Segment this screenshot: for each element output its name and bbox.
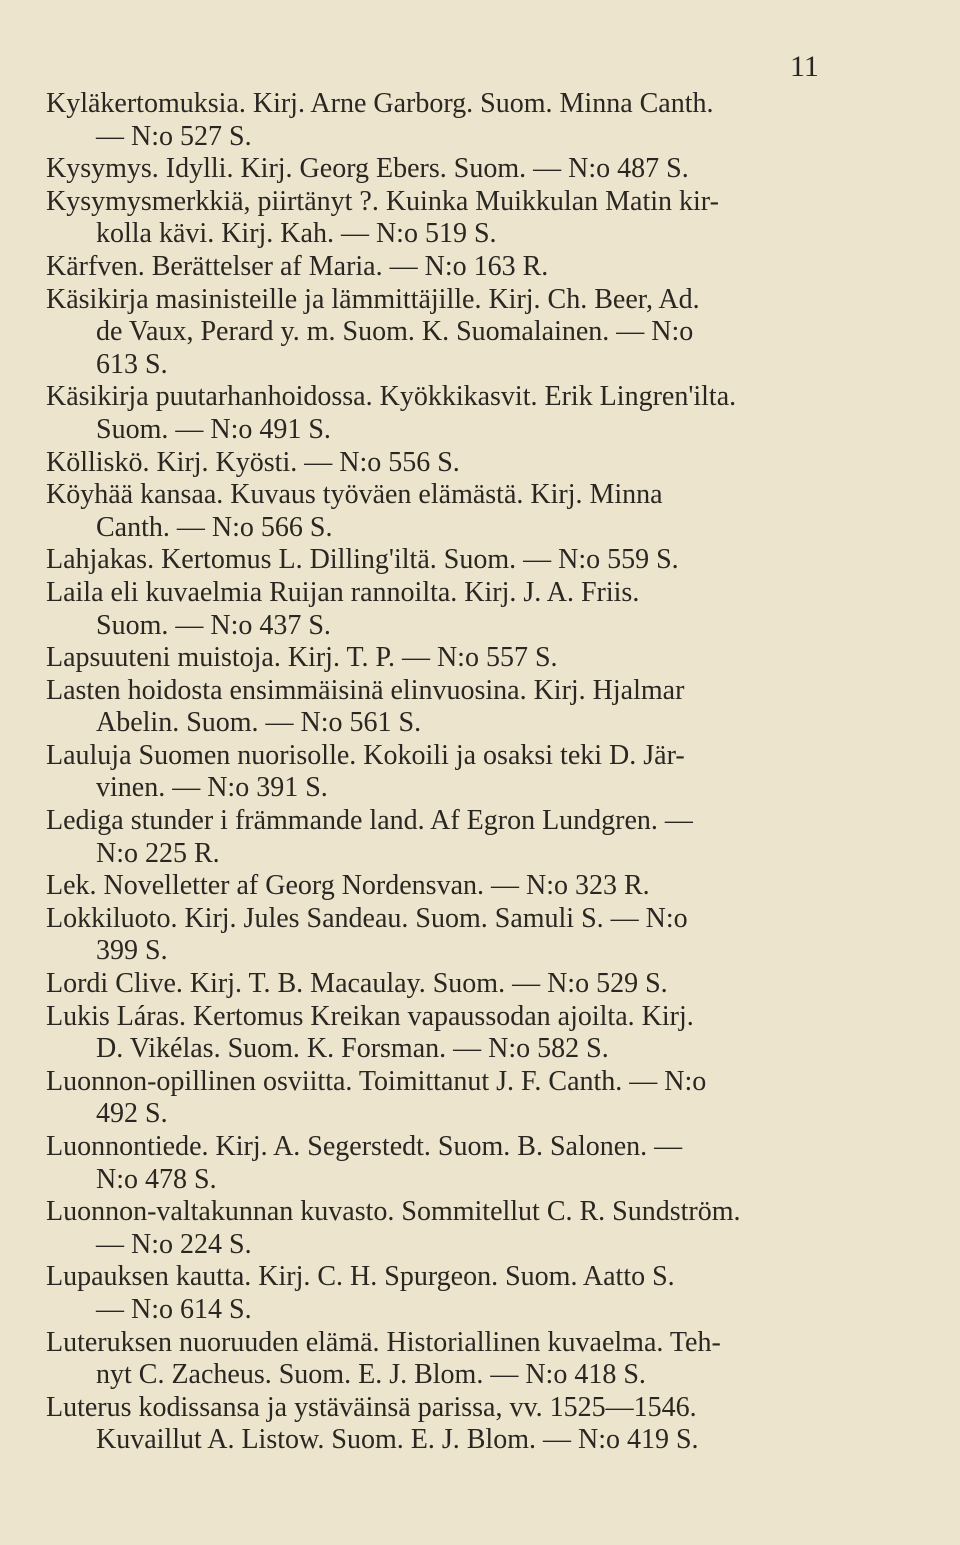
entry-continuation-line: N:o 225 R. [96,837,220,869]
entry-title-line: Lek. Novelletter af Georg Nordensvan. — N:o 323 R. [46,870,650,902]
entry-continuation-line: 399 S. [96,935,168,967]
catalog-entry [48,1196,868,1261]
catalog-entries [48,88,868,1457]
entry-title-line: Lapsuuteni muistoja. Kirj. T. P. — N:o 557 S. [46,642,558,674]
entry-title-line: Lediga stunder i främmande land. Af Egron Lundgren. — [46,805,693,837]
page-number: 11 [790,50,819,83]
entry-title-line: Luonnon-opillinen osviitta. Toimittanut J. F. Canth. — N:o [46,1065,707,1097]
entry-title-line: Lokkiluoto. Kirj. Jules Sandeau. Suom. Samuli S. — N:o [46,902,688,934]
catalog-entry [48,1261,868,1326]
catalog-entry [48,1392,868,1457]
catalog-entry [48,805,868,870]
catalog-entry [48,284,868,382]
entry-continuation-line: nyt C. Zacheus. Suom. E. J. Blom. — N:o 418 S. [96,1359,646,1391]
entry-title-line: Luterus kodissansa ja ystäväinsä parissa, vv. 1525—1546. [46,1391,697,1423]
entry-continuation-line: Kuvaillut A. Listow. Suom. E. J. Blom. — N:o 419 S. [96,1424,699,1456]
entry-title-line: Köyhää kansaa. Kuvaus työväen elämästä. Kirj. Minna [46,479,663,511]
entry-title-line: Luteruksen nuoruuden elämä. Historiallinen kuvaelma. Teh- [46,1326,721,1358]
entry-continuation-line: de Vaux, Perard y. m. Suom. K. Suomalainen. — N:o [96,316,694,348]
catalog-entry [48,88,868,153]
entry-continuation-line: 492 S. [96,1098,168,1130]
catalog-entry [48,479,868,544]
catalog-entry [48,675,868,740]
catalog-entry [48,1327,868,1392]
entry-title-line: Kysymysmerkkiä, piirtänyt ?. Kuinka Muikkulan Matin kir- [46,185,719,217]
entry-title-line: Kölliskö. Kirj. Kyösti. — N:o 556 S. [46,446,460,478]
catalog-entry [48,381,868,446]
catalog-entry [48,870,868,903]
catalog-entry [48,1001,868,1066]
entry-title-line: Lahjakas. Kertomus L. Dilling'iltä. Suom. — N:o 559 S. [46,544,679,576]
entry-title-line: Lasten hoidosta ensimmäisinä elinvuosina. Kirj. Hjalmar [46,674,685,706]
entry-title-line: Lupauksen kautta. Kirj. C. H. Spurgeon. Suom. Aatto S. [46,1261,675,1293]
catalog-entry [48,740,868,805]
catalog-entry [48,544,868,577]
entry-title-line: Luonnon-valtakunnan kuvasto. Sommitellut C. R. Sundström. [46,1196,741,1228]
entry-continuation-line: — N:o 224 S. [96,1228,252,1260]
entry-title-line: Lukis Láras. Kertomus Kreikan vapaussodan ajoilta. Kirj. [46,1000,694,1032]
entry-continuation-line: kolla kävi. Kirj. Kah. — N:o 519 S. [96,218,497,250]
entry-title-line: Käsikirja puutarhanhoidossa. Kyökkikasvit. Erik Lingren'ilta. [46,381,737,413]
entry-title-line: Kärfven. Berättelser af Maria. — N:o 163 R. [46,250,549,282]
entry-title-line: Kysymys. Idylli. Kirj. Georg Ebers. Suom. — N:o 487 S. [46,153,689,185]
entry-title-line: Laila eli kuvaelmia Ruijan rannoilta. Kirj. J. A. Friis. [46,576,640,608]
catalog-entry [48,1066,868,1131]
entry-title-line: Kyläkertomuksia. Kirj. Arne Garborg. Suom. Minna Canth. [46,88,714,119]
catalog-entry [48,642,868,675]
catalog-entry [48,447,868,480]
entry-continuation-line: Canth. — N:o 566 S. [96,511,333,543]
entry-title-line: Luonnontiede. Kirj. A. Segerstedt. Suom. B. Salonen. — [46,1131,683,1162]
catalog-entry [48,1131,868,1196]
catalog-entry [48,968,868,1001]
catalog-entry [48,903,868,968]
catalog-entry [48,251,868,284]
entry-continuation-line: D. Vikélas. Suom. K. Forsman. — N:o 582 S. [96,1033,609,1065]
entry-continuation-line: Suom. — N:o 491 S. [96,413,331,445]
catalog-entry [48,153,868,186]
catalog-entry [48,577,868,642]
entry-continuation-line: Abelin. Suom. — N:o 561 S. [96,707,422,739]
entry-continuation-line: — N:o 614 S. [96,1293,252,1325]
entry-continuation-line: vinen. — N:o 391 S. [96,772,328,804]
catalog-entry [48,186,868,251]
entry-title-line: Käsikirja masinisteille ja lämmittäjille. Kirj. Ch. Beer, Ad. [46,283,700,315]
entry-title-line: Lauluja Suomen nuorisolle. Kokoili ja osaksi teki D. Jär- [46,739,685,771]
entry-continuation-line: — N:o 527 S. [96,120,252,152]
entry-continuation-line: 613 S. [96,348,168,380]
entry-title-line: Lordi Clive. Kirj. T. B. Macaulay. Suom. — N:o 529 S. [46,968,668,1000]
entry-continuation-line: N:o 478 S. [96,1163,217,1195]
entry-continuation-line: Suom. — N:o 437 S. [96,609,331,641]
